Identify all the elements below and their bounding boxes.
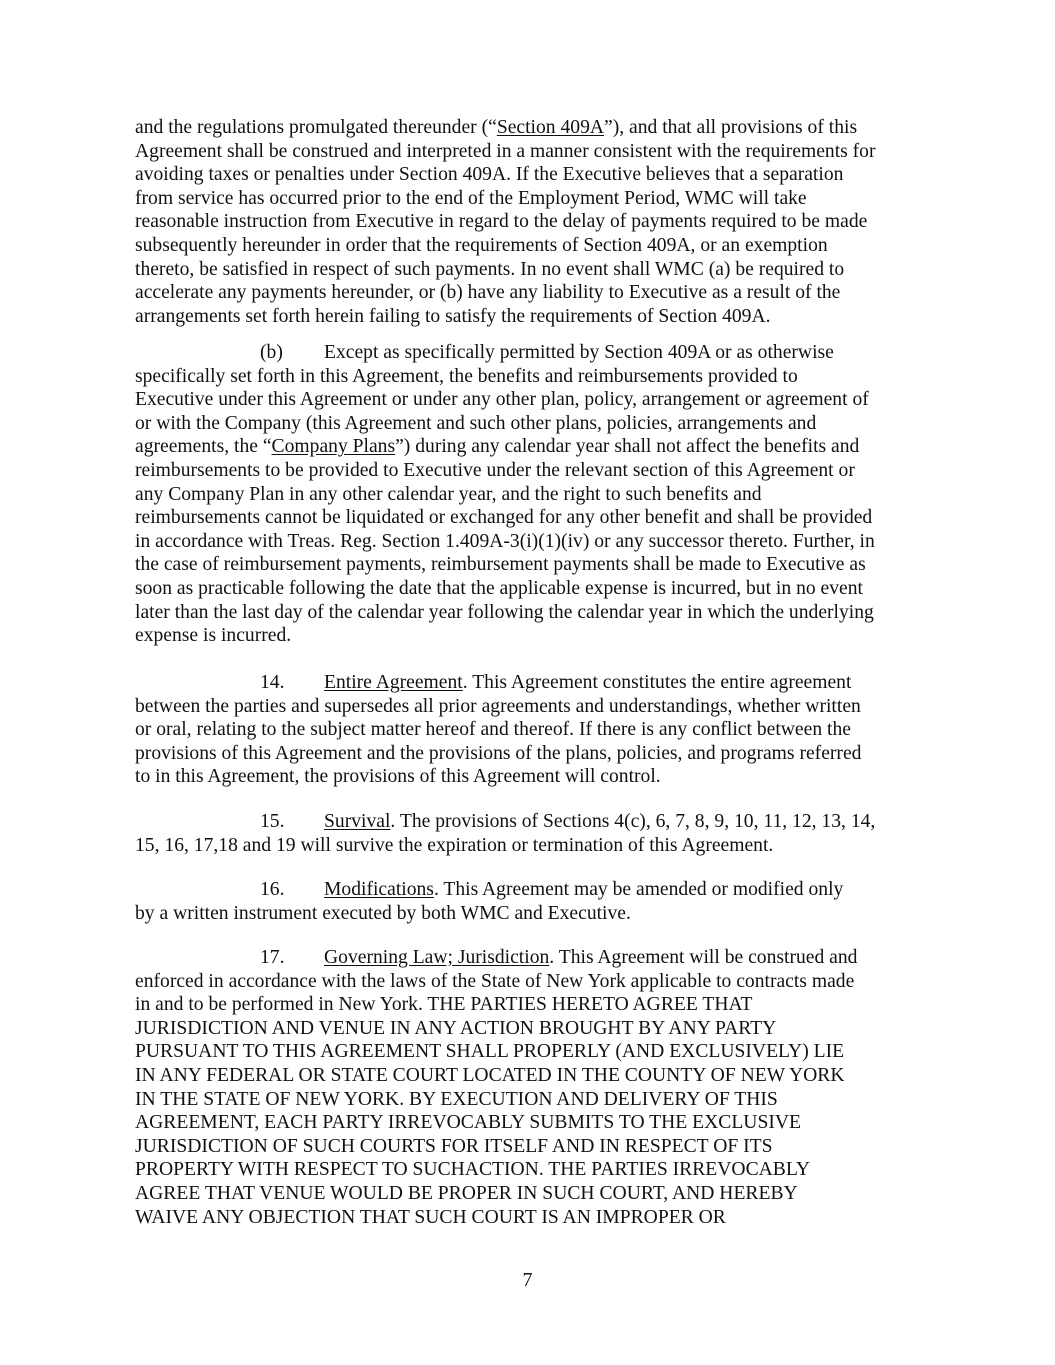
text-line: WAIVE ANY OBJECTION THAT SUCH COURT IS AN IMPROPER OR [135,1206,726,1228]
text-line: 15. Survival. The provisions of Sections 4(c), 6, 7, 8, 9, 10, 11, 12, 13, 14, [260,811,876,832]
text-line: 17. Governing Law; Jurisdiction. This Agreement will be construed and [260,947,858,968]
text-line: from service has occurred prior to the end of the Employment Period, WMC will take [135,187,807,209]
section-heading: Governing Law; Jurisdiction [324,947,550,968]
text-line: specifically set forth in this Agreement, the benefits and reimbursements provided to [135,365,798,387]
section-17-governing-law [135,946,935,1229]
text-line: PURSUANT TO THIS AGREEMENT SHALL PROPERLY (AND EXCLUSIVELY) LIE [135,1041,845,1063]
section-15-survival [135,810,935,857]
text-line: Executive under this Agreement or under any other plan, policy, arrangement or agreement of [135,389,869,411]
section-heading: Entire Agreement [324,672,463,693]
section-number: 14. [260,672,285,693]
text-line: IN THE STATE OF NEW YORK. BY EXECUTION AND DELIVERY OF THIS [135,1088,778,1110]
defined-term-section-409a: Section 409A [496,117,605,138]
text-line: reasonable instruction from Executive in regard to the delay of payments required to be made [135,211,868,233]
text-line: between the parties and supersedes all prior agreements and understandings, whether written [135,695,861,717]
section-409a-paragraph [135,116,935,328]
page-number: 7 [522,1269,533,1291]
text-line: AGREEMENT, EACH PARTY IRREVOCABLY SUBMITS TO THE EXCLUSIVE [135,1112,801,1134]
section-number: 16. [260,879,285,900]
text-line: thereto, be satisfied in respect of such payments. In no event shall WMC (a) be required to [135,258,845,280]
text-line: JURISDICTION AND VENUE IN ANY ACTION BROUGHT BY ANY PARTY [135,1017,777,1039]
section-heading: Modifications [324,879,434,900]
text-line: avoiding taxes or penalties under Section 409A. If the Executive believes that a separation [135,164,844,186]
section-heading: Survival [324,811,391,832]
text-line: in accordance with Treas. Reg. Section 1.409A-3(i)(1)(iv) or any successor thereto. Further, in [135,530,875,552]
section-number: 17. [260,947,285,968]
text-line: accelerate any payments hereunder, or (b) have any liability to Executive as a result of the [135,282,841,304]
text-line: JURISDICTION OF SUCH COURTS FOR ITSELF AND IN RESPECT OF ITS [135,1135,773,1157]
text-line: agreements, the “Company Plans”) during any calendar year shall not affect the benefits and [135,436,860,458]
text-line: to in this Agreement, the provisions of this Agreement will control. [135,766,661,788]
text-line: later than the last day of the calendar year following the calendar year in which the underlying [135,601,874,623]
subsection-b-paragraph [135,341,935,648]
section-16-modifications [135,878,935,925]
text-line: reimbursements to be provided to Executive under the relevant section of this Agreement or [135,459,855,481]
text-line: expense is incurred. [135,625,292,647]
text-line: in and to be performed in New York. THE PARTIES HERETO AGREE THAT [135,994,753,1016]
section-number: 15. [260,811,285,832]
text-line: AGREE THAT VENUE WOULD BE PROPER IN SUCH COURT, AND HEREBY [135,1182,798,1204]
text-line: reimbursements cannot be liquidated or exchanged for any other benefit and shall be provided [135,507,873,529]
text-line: arrangements set forth herein failing to satisfy the requirements of Section 409A. [135,305,771,327]
text-line: subsequently hereunder in order that the requirements of Section 409A, or an exemption [135,234,828,256]
text-line: the case of reimbursement payments, reimbursement payments shall be made to Executive as [135,554,866,576]
text-line: by a written instrument executed by both WMC and Executive. [135,902,631,924]
section-14-entire-agreement [135,671,935,789]
text-line: soon as practicable following the date that the applicable expense is incurred, but in no event [135,577,863,599]
text-line: 15, 16, 17,18 and 19 will survive the expiration or termination of this Agreement. [135,834,774,856]
text-line: Agreement shall be construed and interpreted in a manner consistent with the requirements for [135,140,876,162]
text-line: and the regulations promulgated thereunder (“Section 409A”), and that all provisions of this [135,117,858,138]
text-line: enforced in accordance with the laws of the State of New York applicable to contracts made [135,970,855,992]
text-line: IN ANY FEDERAL OR STATE COURT LOCATED IN THE COUNTY OF NEW YORK [135,1064,845,1086]
text-line: 16. Modifications. This Agreement may be amended or modified only [260,879,844,900]
text-line: (b) Except as specifically permitted by Section 409A or as otherwise [260,342,834,363]
defined-term-company-plans: Company Plans [271,436,396,458]
text-line: provisions of this Agreement and the provisions of the plans, policies, and programs referred [135,742,862,764]
text-line: 14. Entire Agreement. This Agreement constitutes the entire agreement [260,672,852,693]
text-line: PROPERTY WITH RESPECT TO SUCHACTION. THE PARTIES IRREVOCABLY [135,1159,811,1181]
text-line: any Company Plan in any other calendar year, and the right to such benefits and [135,483,762,505]
text-line: or oral, relating to the subject matter hereof and thereof. If there is any conflict between the [135,719,851,741]
text-line: or with the Company (this Agreement and such other plans, policies, arrangements and [135,412,817,434]
subsection-label: (b) [260,342,283,363]
